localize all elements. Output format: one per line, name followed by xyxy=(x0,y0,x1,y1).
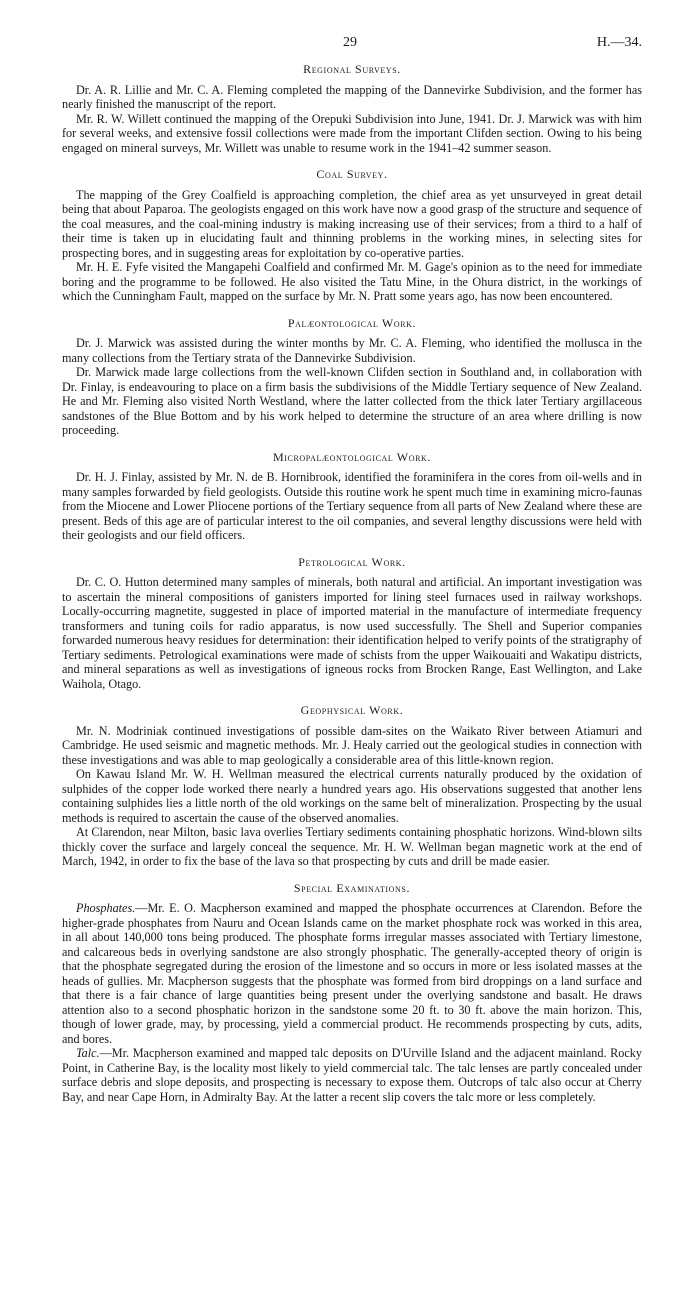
paragraph: Dr. Marwick made large collections from the well-known Clifden section in Southland and, in collaboration with Dr. Finlay, is endeavouring to place on a firm basis the subdivisions of the Middle Tertiary sequence of New Zealand. He and Mr. Fleming also visited North Westland, where the latter collected from the thick later Tertiary argillaceous sandstones of the Blue Bottom and by his work helped to determine the structure of an area where drilling is now proceeding. xyxy=(62,365,642,437)
section-petrological-work xyxy=(62,555,642,692)
paragraph-lead: Talc. xyxy=(76,1046,100,1060)
paragraph xyxy=(62,1046,642,1104)
section-heading: Coal Survey. xyxy=(316,167,388,181)
page-number: 29 xyxy=(343,35,357,50)
section-micropalaeontological-work xyxy=(62,450,642,543)
paragraph: Dr. H. J. Finlay, assisted by Mr. N. de B. Hornibrook, identified the foraminifera in the cores from oil-wells and in many samples forwarded by field geologists. Outside this routine work he spent much time in examining micro-faunas from the Miocene and Lower Pliocene portions of the Tertiary sequence from all parts of New Zealand where these are present. Beds of this age are of particular interest to the oil companies, and several lengthy discussions were held with their geologists and our field officers. xyxy=(62,470,642,542)
paragraph-lead: Phosphates. xyxy=(76,901,136,915)
paragraph: Mr. R. W. Willett continued the mapping of the Orepuki Subdivision into June, 1941. Dr. J. Marwick was with him for several weeks, and extensive fossil collections were made from the important Clifden section. Owing to his being engaged on mineral surveys, Mr. Willett was unable to resume work in the 1941–42 summer season. xyxy=(62,111,642,155)
section-heading: Micropalæontological Work. xyxy=(272,449,432,464)
section-heading: Special Examinations. xyxy=(293,880,411,895)
paragraph: Dr. J. Marwick was assisted during the winter months by Mr. C. A. Fleming, who identified the mollusca in the many collections from the Tertiary strata of the Dannevirke Subdivision. xyxy=(62,336,642,365)
section-palaeontological-work xyxy=(62,316,642,438)
paragraph-text: —Mr. Macpherson examined and mapped talc deposits on D'Urville Island and the adjacent mainland. Rocky Point, in Catherine Bay, is the locality most likely to yield commercial talc. The talc lenses are partly concealed under surface debris and slope deposits, and prospecting is necessary to expose them. Outcrops of talc also occur at Cherry Bay, and near Cape Horn, in Admiralty Bay. At the latter a recent slip covers the talc more or less completely. xyxy=(62,1046,642,1104)
document-reference: H.—34. xyxy=(596,35,642,50)
page-body xyxy=(62,62,642,1116)
paragraph: On Kawau Island Mr. W. H. Wellman measured the electrical currents naturally produced by the oxidation of sulphides of the copper lode worked there nearly a hundred years ago. His observations suggested that another lens containing sulphides lies a little north of the old workings on the same belt of mineralization. Prospecting by the usual methods is required to ascertain the cause of the observed anomalies. xyxy=(62,767,642,825)
section-heading: Geophysical Work. xyxy=(300,703,404,717)
paragraph: Dr. C. O. Hutton determined many samples of minerals, both natural and artificial. An important investigation was to ascertain the mineral compositions of ganisters imported for lining steel furnaces used in railway workshops. Locally-occurring magnetite, suggested in place of imported material in the manufacture of intermediate frequency transformers and tuning coils for radio apparatus, is now used successfully. The Shell and Superior companies forwarded numerous heavy residues for determination: their identification helped to verify points of the stratigraphy of Tertiary sediments. Petrological examinations were made of schists from the upper Waikouaiti and Wakatipu districts, and mineral separations as well as investigations of igneous rocks from Brocken Range, East Wellington, and Lake Waihola, Otago. xyxy=(62,575,642,691)
paragraph: Mr. N. Modriniak continued investigations of possible dam-sites on the Waikato River between Atiamuri and Cambridge. He used seismic and magnetic methods. Mr. J. Healy carried out the geological studies in connection with these investigations and was able to map geologically a considerable area of this little-known region. xyxy=(62,723,642,767)
paragraph: At Clarendon, near Milton, basic lava overlies Tertiary sediments containing phosphatic horizons. Wind-blown silts thickly cover the surface and largely conceal the sequence. Mr. H. W. Wellman began magnetic work at the end of March, 1942, in order to fix the base of the lava so that prospecting by cuts and drill be made easier. xyxy=(62,825,642,868)
paragraph-text: —Mr. E. O. Macpherson examined and mapped the phosphate occurrences at Clarendon. Before the higher-grade phosphates from Nauru and Ocean Islands came on the market phosphate rock was worked in this area, in all about 140,000 tons being produced. The phosphate forms irregular masses associated with Tertiary limestone, and calcareous beds in overlying sandstone are also strongly phosphatic. The generally-accepted theory of origin is that the phosphate segregated during the erosion of the limestone and so occurs in more or less isolated masses at the heads of gullies. Mr. Macpherson suggests that the phosphate was formed from bird droppings on a land surface and that there is a fair chance of large quantities being present under the overlying sandstone and basalt. He draws attention also to a second phosphatic horizon in the sandstone some 20 ft. to 30 ft. above the main horizon. This, though of lower grade, may, by processing, yield a commercial product. He recommends prospecting by cuts, adits, and bores. xyxy=(62,901,642,1046)
section-heading: Palæontological Work. xyxy=(287,315,417,330)
section-regional-surveys xyxy=(62,62,642,155)
section-coal-survey xyxy=(62,167,642,304)
section-heading: Petrological Work. xyxy=(298,554,406,569)
section-heading: Regional Surveys. xyxy=(303,62,401,76)
paragraph: Dr. A. R. Lillie and Mr. C. A. Fleming completed the mapping of the Dannevirke Subdivision, and the former has nearly finished the manuscript of the report. xyxy=(62,82,642,111)
section-geophysical-work xyxy=(62,703,642,869)
paragraph: Mr. H. E. Fyfe visited the Mangapehi Coalfield and confirmed Mr. M. Gage's opinion as to the need for immediate boring and the programme to be followed. He also visited the Tatu Mine, in the Ohura district, in the workings of which the Cunningham Fault, mapped on the surface by Mr. N. Pratt some years ago, has now been encountered. xyxy=(62,260,642,303)
paragraph xyxy=(62,901,642,1046)
section-special-examinations xyxy=(62,881,642,1105)
paragraph: The mapping of the Grey Coalfield is approaching completion, the chief area as yet unsurveyed in great detail being that about Paparoa. The geologists engaged on this work have now a good grasp of the structure and sequence of the coal measures, and the coal-mining industry is making increasing use of their services; from a third to a half of their time is taken up in elucidating fault and thinning problems in the working mines, in selecting sites for prospecting bores, and in suggesting areas for exploitation by co-operative parties. xyxy=(62,187,642,260)
